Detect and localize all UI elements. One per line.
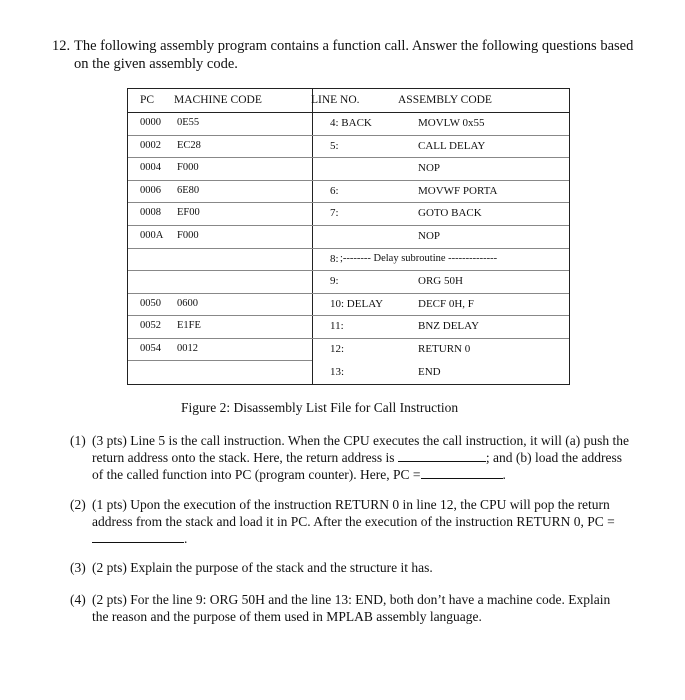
cell-assembly: MOVWF PORTA [418,184,498,197]
part-text: (2 pts) For the line 9: ORG 50H and the line 13: END, both don’t have a machine code. Explain the reason and the purpose of them used in MPLAB assembly language. [92,592,611,624]
cell-pc: 0054 [140,343,161,354]
cell-line-no: 12: [330,343,345,355]
part-2 [70,496,630,547]
header-line-no: LINE NO. [311,94,360,106]
cell-assembly: NOP [418,230,441,242]
cell-machine-code: EC28 [177,139,201,151]
cell-line-no: 5: [330,139,339,152]
cell-assembly: CALL DELAY [418,139,486,152]
part-text-a: (1 pts) Upon the execution of the instruction RETURN 0 in line 12, the CPU will pop the return address from the stack and load it in PC. After the execution of the instruction RETURN 0, PC = [92,497,615,529]
part-text-a: (3 pts) Line 5 is the call instruction. When the CPU executes the call instruction, it will (a) push the return address onto the stack. Here, the return address is [92,433,630,465]
cell-machine-code: E1FE [177,320,201,332]
part-number: (3) [70,560,86,575]
cell-assembly: BNZ DELAY [418,320,480,333]
figure-caption: Figure 2: Disassembly List File for Call Instruction [181,400,459,415]
table-row [128,135,569,159]
cell-line-no: 10: DELAY [330,297,384,310]
table-row [128,225,569,249]
answer-blank-pc[interactable] [421,466,503,479]
table-row [128,293,569,317]
table-row [128,202,569,226]
part-text-c: . [502,467,506,482]
cell-assembly: GOTO BACK [418,207,482,220]
cell-pc: 0004 [140,162,161,174]
cell-pc: 0052 [140,320,161,332]
question-number: 12. [52,38,71,54]
cell-machine-code: EF00 [177,207,200,219]
cell-pc: 0050 [140,297,161,309]
cell-pc: 000A [140,230,164,241]
cell-line-no: 8: [330,252,339,265]
table-row [128,248,569,272]
cell-pc: 0000 [140,117,161,128]
table-row [128,270,569,294]
table-row [128,112,569,136]
part-4 [70,591,630,625]
header-machine-code: MACHINE CODE [174,94,262,106]
cell-machine-code: 0E55 [177,117,200,128]
cell-assembly: ;-------- Delay subroutine -------------- [340,252,498,264]
cell-assembly: DECF 0H, F [418,297,474,310]
answer-blank-pc-after-return[interactable] [92,530,184,543]
table-row [128,338,569,361]
cell-assembly: MOVLW 0x55 [418,117,485,129]
question-heading [52,37,642,73]
part-text [70,432,630,483]
table-header [128,89,569,113]
cell-machine-code: F000 [177,230,199,241]
part-3 [70,559,630,576]
cell-pc: 0006 [140,184,161,196]
table-row [128,157,569,181]
cell-machine-code: F000 [177,162,199,174]
question-text: The following assembly program contains a function call. Answer the following questions based on the given assembly code. [74,38,634,72]
header-pc: PC [140,94,155,106]
cell-line-no: 4: BACK [330,117,372,129]
cell-machine-code: 6E80 [177,184,200,196]
part-text-c: . [184,531,188,546]
part-text [70,496,630,547]
part-text-b: ; and (b) load the address of the called function into PC (program counter). Here, PC = [92,450,622,482]
header-assembly-code: ASSEMBLY CODE [398,94,492,106]
answer-blank-return-address[interactable] [398,449,486,462]
cell-pc: 0008 [140,207,161,219]
cell-line-no: 6: [330,184,339,197]
table-row [128,180,569,204]
part-1 [70,432,630,483]
cell-assembly: END [418,365,441,378]
cell-pc: 0002 [140,139,161,151]
cell-line-no: 11: [330,320,344,333]
cell-line-no: 13: [330,365,345,378]
cell-assembly: RETURN 0 [418,343,471,355]
cell-machine-code: 0600 [177,297,198,309]
part-text: (2 pts) Explain the purpose of the stack and the structure it has. [92,560,433,575]
cell-assembly: ORG 50H [418,275,463,288]
part-number: (4) [70,592,86,607]
cell-machine-code: 0012 [177,343,198,354]
cell-assembly: NOP [418,162,441,175]
table-row [128,315,569,339]
disassembly-table [127,88,570,385]
cell-line-no: 7: [330,207,339,220]
cell-line-no: 9: [330,275,339,288]
table-row [128,361,569,384]
part-number: (2) [70,497,86,512]
part-number: (1) [70,433,86,448]
